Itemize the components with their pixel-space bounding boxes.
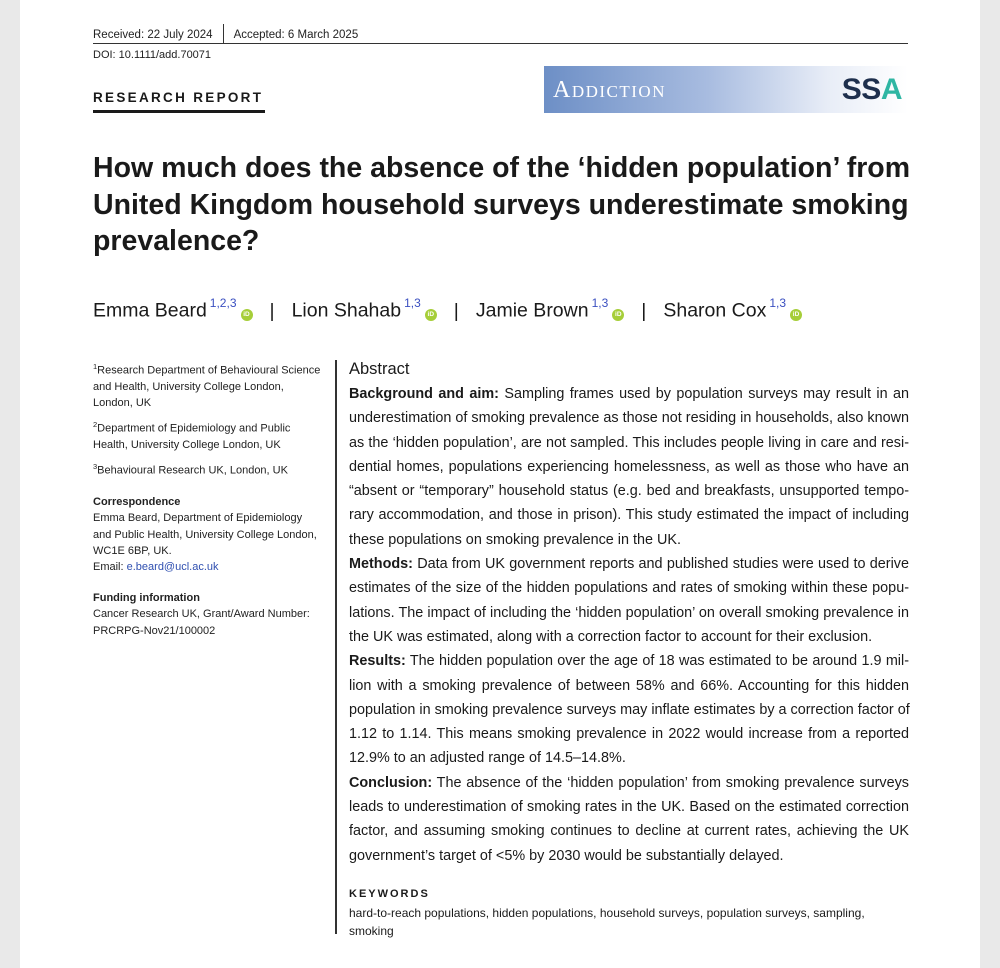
affiliation-1: $^1$Research Department of Behavioural Science and Health, University College London, London, UK <box>93 362 321 410</box>
journal-name: Addiction <box>553 77 666 103</box>
ssa-logo: SSA <box>841 73 902 106</box>
funding-information: Funding information Cancer Research UK, Grant/Award Number: PRCRPG-Nov21/100002 <box>93 590 328 639</box>
affiliation-2: $^2$Department of Epidemiology and Public Health, University College London, UK <box>93 420 291 452</box>
author-affiliation: 1,3 <box>769 296 787 310</box>
abstract-rule <box>335 360 337 934</box>
keywords-heading: KEYWORDS <box>349 888 430 900</box>
author-affiliation: 1,3 <box>591 296 609 310</box>
author-name: Emma Beard <box>93 299 207 322</box>
date-separator <box>223 24 224 44</box>
abstract-conclusion: Conclusion: The absence of the ‘hidden population’ from smoking prevalence surveys leads to underestimation of smoking rates in the UK. Based on the estimated correction factor, and assuming smoking continues to decline at current rates, achieving the UK government’s target of <5% by 2030 would be substantially delayed. <box>349 774 909 864</box>
author-affiliation: 1,3 <box>404 296 421 310</box>
author[interactable] <box>663 298 802 323</box>
abstract <box>349 358 909 868</box>
orcid-icon[interactable]: iD <box>425 309 437 321</box>
affiliation-3: $^3$Behavioural Research UK, London, UK <box>93 462 288 477</box>
email-link[interactable]: e.beard@ucl.ac.uk <box>126 561 219 573</box>
orcid-icon[interactable]: iD <box>241 309 253 321</box>
article-title <box>93 150 913 260</box>
keywords-list: hard-to-reach populations, hidden populations, household surveys, population surveys, sampling, smoking <box>349 906 865 938</box>
header-rule <box>93 43 908 44</box>
author-separator: | <box>641 299 647 322</box>
author-list <box>93 298 802 323</box>
title-line: How much does the absence of the ‘hidden population’ from <box>93 152 911 184</box>
accepted-date: Accepted: 6 March 2025 <box>233 29 359 41</box>
abstract-results: Results: The hidden population over the age of 18 was estimated to be around 1.9 mil- lion with a smoking prevalence of between 58% and 66%. Accounting for this hidden population in smoking prevalence surveys may inflate estimates by a correction factor of 1.12 to 1.14. This means smoking prevalence in 2022 would increase from a reported 12.9% to an adjusted range of 14.5–14.8%. <box>349 653 910 767</box>
title-line: prevalence? <box>93 225 260 257</box>
affiliations <box>93 359 328 479</box>
author[interactable] <box>93 298 253 323</box>
abstract-methods: Methods: Data from UK government reports and published studies were used to derive estimates of the size of the hidden populations and rates of smoking within these popu- lations. The impact of including the ‘hidden population’ on overall smoking prevalence in the UK was estimated, along with a correction factor to account for their exclusion. <box>349 556 909 645</box>
article-type: RESEARCH REPORT <box>93 90 264 105</box>
correspondence-heading: Correspondence <box>93 496 181 509</box>
author[interactable] <box>292 298 437 323</box>
author-separator: | <box>453 299 459 322</box>
article-type-underline <box>93 110 265 113</box>
abstract-background: Background and aim: Sampling frames used by population surveys may result in an underestimation of smoking prevalence as those not residing in households, also known as the ‘hidden population’, are not sampled. This includes people living in care and resi- dential homes, populations experiencing homelessness, as well as those who have an “absent or “temporary” household status (e.g. bed and breakfasts, unsupported tempo- rary accommodation, and those in prison). This study estimated the impact of including these populations on smoking prevalence in the UK. <box>349 386 909 548</box>
doi[interactable]: DOI: 10.1111/add.70071 <box>93 49 212 61</box>
author-affiliation: 1,2,3 <box>209 296 237 310</box>
author[interactable] <box>476 298 624 323</box>
submission-dates <box>93 24 358 44</box>
orcid-icon[interactable]: iD <box>790 309 802 321</box>
abstract-heading: Abstract <box>349 360 410 378</box>
title-line: United Kingdom household surveys underestimate smoking <box>93 188 909 221</box>
funding-heading: Funding information <box>93 592 200 605</box>
author-name: Sharon Cox <box>663 299 767 322</box>
orcid-icon[interactable]: iD <box>612 309 624 321</box>
correspondence: Correspondence Emma Beard, Department of Epidemiology and Public Health, University College London, WC1E 6BP, UK. Email: e.beard@ucl.ac.uk <box>93 494 328 575</box>
article-page <box>20 0 980 968</box>
author-name: Lion Shahab <box>291 299 402 322</box>
sidebar-info <box>93 359 328 654</box>
journal-banner <box>544 66 908 113</box>
received-date: Received: 22 July 2024 <box>93 29 213 41</box>
author-name: Jamie Brown <box>475 299 589 322</box>
author-separator: | <box>269 299 275 322</box>
